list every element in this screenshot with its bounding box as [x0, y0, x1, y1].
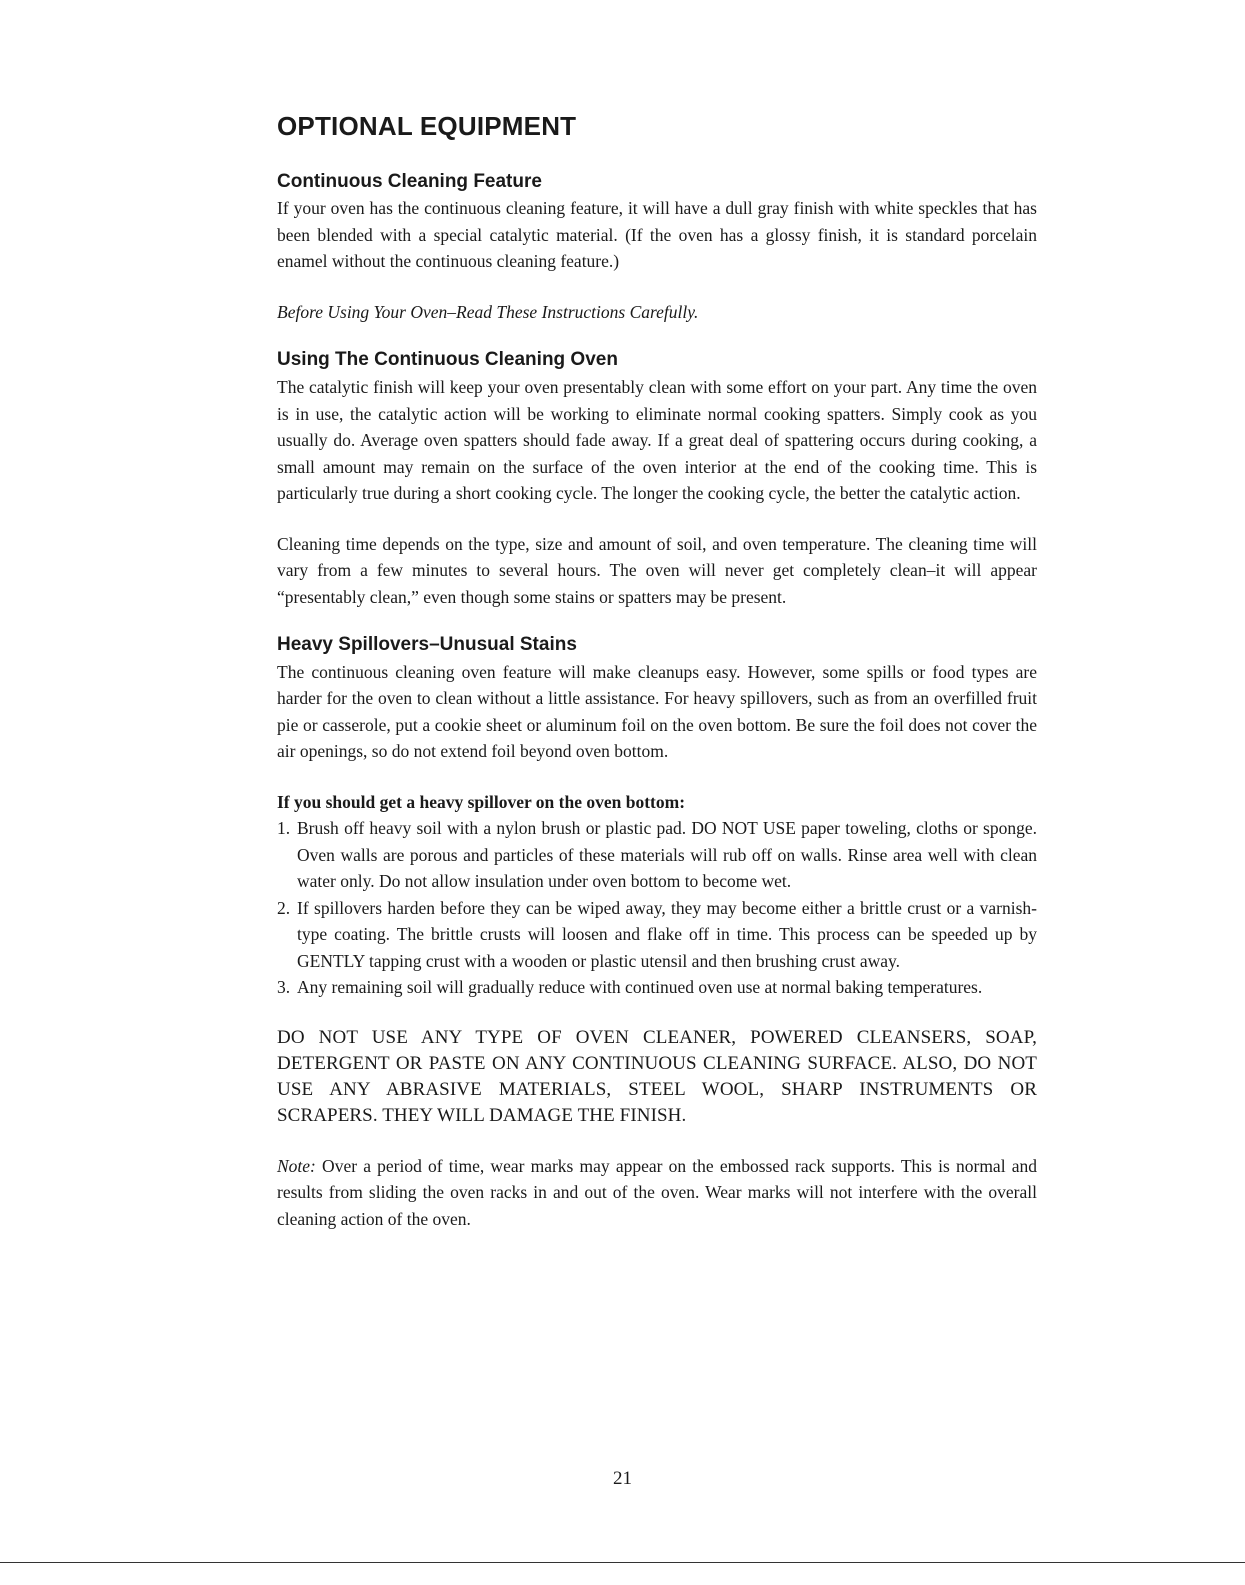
list-item	[277, 895, 1037, 975]
heavy-spillovers-paragraph: The continuous cleaning oven feature will make cleanups easy. However, some spills or food types are harder for the oven to clean without a little assistance. For heavy spillovers, such as from an overfilled fruit pie or casserole, put a cookie sheet or aluminum foil on the oven bottom. Be sure the foil does not cover the air openings, so do not extend foil beyond oven bottom.	[277, 661, 1037, 762]
caution-paragraph: DO NOT USE ANY TYPE OF OVEN CLEANER, POWERED CLEANSERS, SOAP, DETERGENT OR PASTE ON ANY CONTINUOUS CLEANING SURFACE. ALSO, DO NOT USE ANY ABRASIVE MATERIALS, STEEL WOOL, SHARP INSTRUMENTS OR SCRAPERS. THEY WILL DAMAGE THE FINISH.	[277, 1026, 1037, 1126]
step-number: 1.	[277, 818, 291, 839]
bottom-border	[0, 1562, 1245, 1563]
step-number: 3.	[277, 977, 291, 998]
step-text: Any remaining soil will gradually reduce with continued oven use at normal baking temperatures.	[297, 977, 983, 998]
note-label: Note:	[277, 1155, 316, 1176]
note-text: Over a period of time, wear marks may appear on the embossed rack supports. This is normal and results from sliding the oven racks in and out of the oven. Wear marks will not interfere with the overall cleaning action of the oven.	[277, 1155, 1037, 1229]
step-number: 2.	[277, 897, 291, 918]
spillover-steps-list	[277, 815, 1037, 1001]
using-oven-heading: Using The Continuous Cleaning Oven	[277, 349, 618, 371]
continuous-cleaning-heading: Continuous Cleaning Feature	[277, 170, 542, 192]
using-oven-paragraph-1: The catalytic finish will keep your oven presentably clean with some effort on your part. Any time the oven is in use, the catalytic action will be working to eliminate normal cooking spatters. Simply cook as you usually do. Average oven spatters should fade away. If a great deal of spattering occurs during cooking, a small amount may remain on the surface of the oven interior at the end of the cooking time. This is particularly true during a short cooking cycle. The longer the cooking cycle, the better the catalytic action.	[277, 377, 1037, 504]
note-paragraph	[277, 1153, 1037, 1233]
list-item	[277, 815, 1037, 895]
heavy-spillovers-heading: Heavy Spillovers–Unusual Stains	[277, 634, 577, 656]
using-oven-paragraph-2: Cleaning time depends on the type, size and amount of soil, and oven temperature. The cleaning time will vary from a few minutes to several hours. The oven will never get completely clean–it will appear “presentably clean,” even though some stains or spatters may be present.	[277, 533, 1037, 607]
list-item	[277, 974, 1037, 1001]
read-instructions-warning: Before Using Your Oven–Read These Instructions Carefully.	[277, 301, 699, 322]
spillover-instructions-lead: If you should get a heavy spillover on the oven bottom:	[277, 791, 686, 812]
page-title: OPTIONAL EQUIPMENT	[277, 111, 577, 141]
step-text: If spillovers harden before they can be wiped away, they may become either a brittle crust or a varnish-type coating. The brittle crusts will loosen and flake off in time. This process can be speeded up by GENTLY tapping crust with a wooden or plastic utensil and then brushing crust away.	[297, 897, 1037, 971]
continuous-cleaning-paragraph: If your oven has the continuous cleaning feature, it will have a dull gray finish with white speckles that has been blended with a special catalytic material. (If the oven has a glossy finish, it is standard porcelain enamel without the continuous cleaning feature.)	[277, 198, 1037, 272]
page-number: 21	[613, 1468, 632, 1489]
document-page	[277, 112, 1037, 1232]
step-text: Brush off heavy soil with a nylon brush or plastic pad. DO NOT USE paper toweling, cloths or sponge. Oven walls are porous and particles of these materials will rub off on walls. Rinse area well with clean water only. Do not allow insulation under oven bottom to become wet.	[297, 818, 1037, 892]
